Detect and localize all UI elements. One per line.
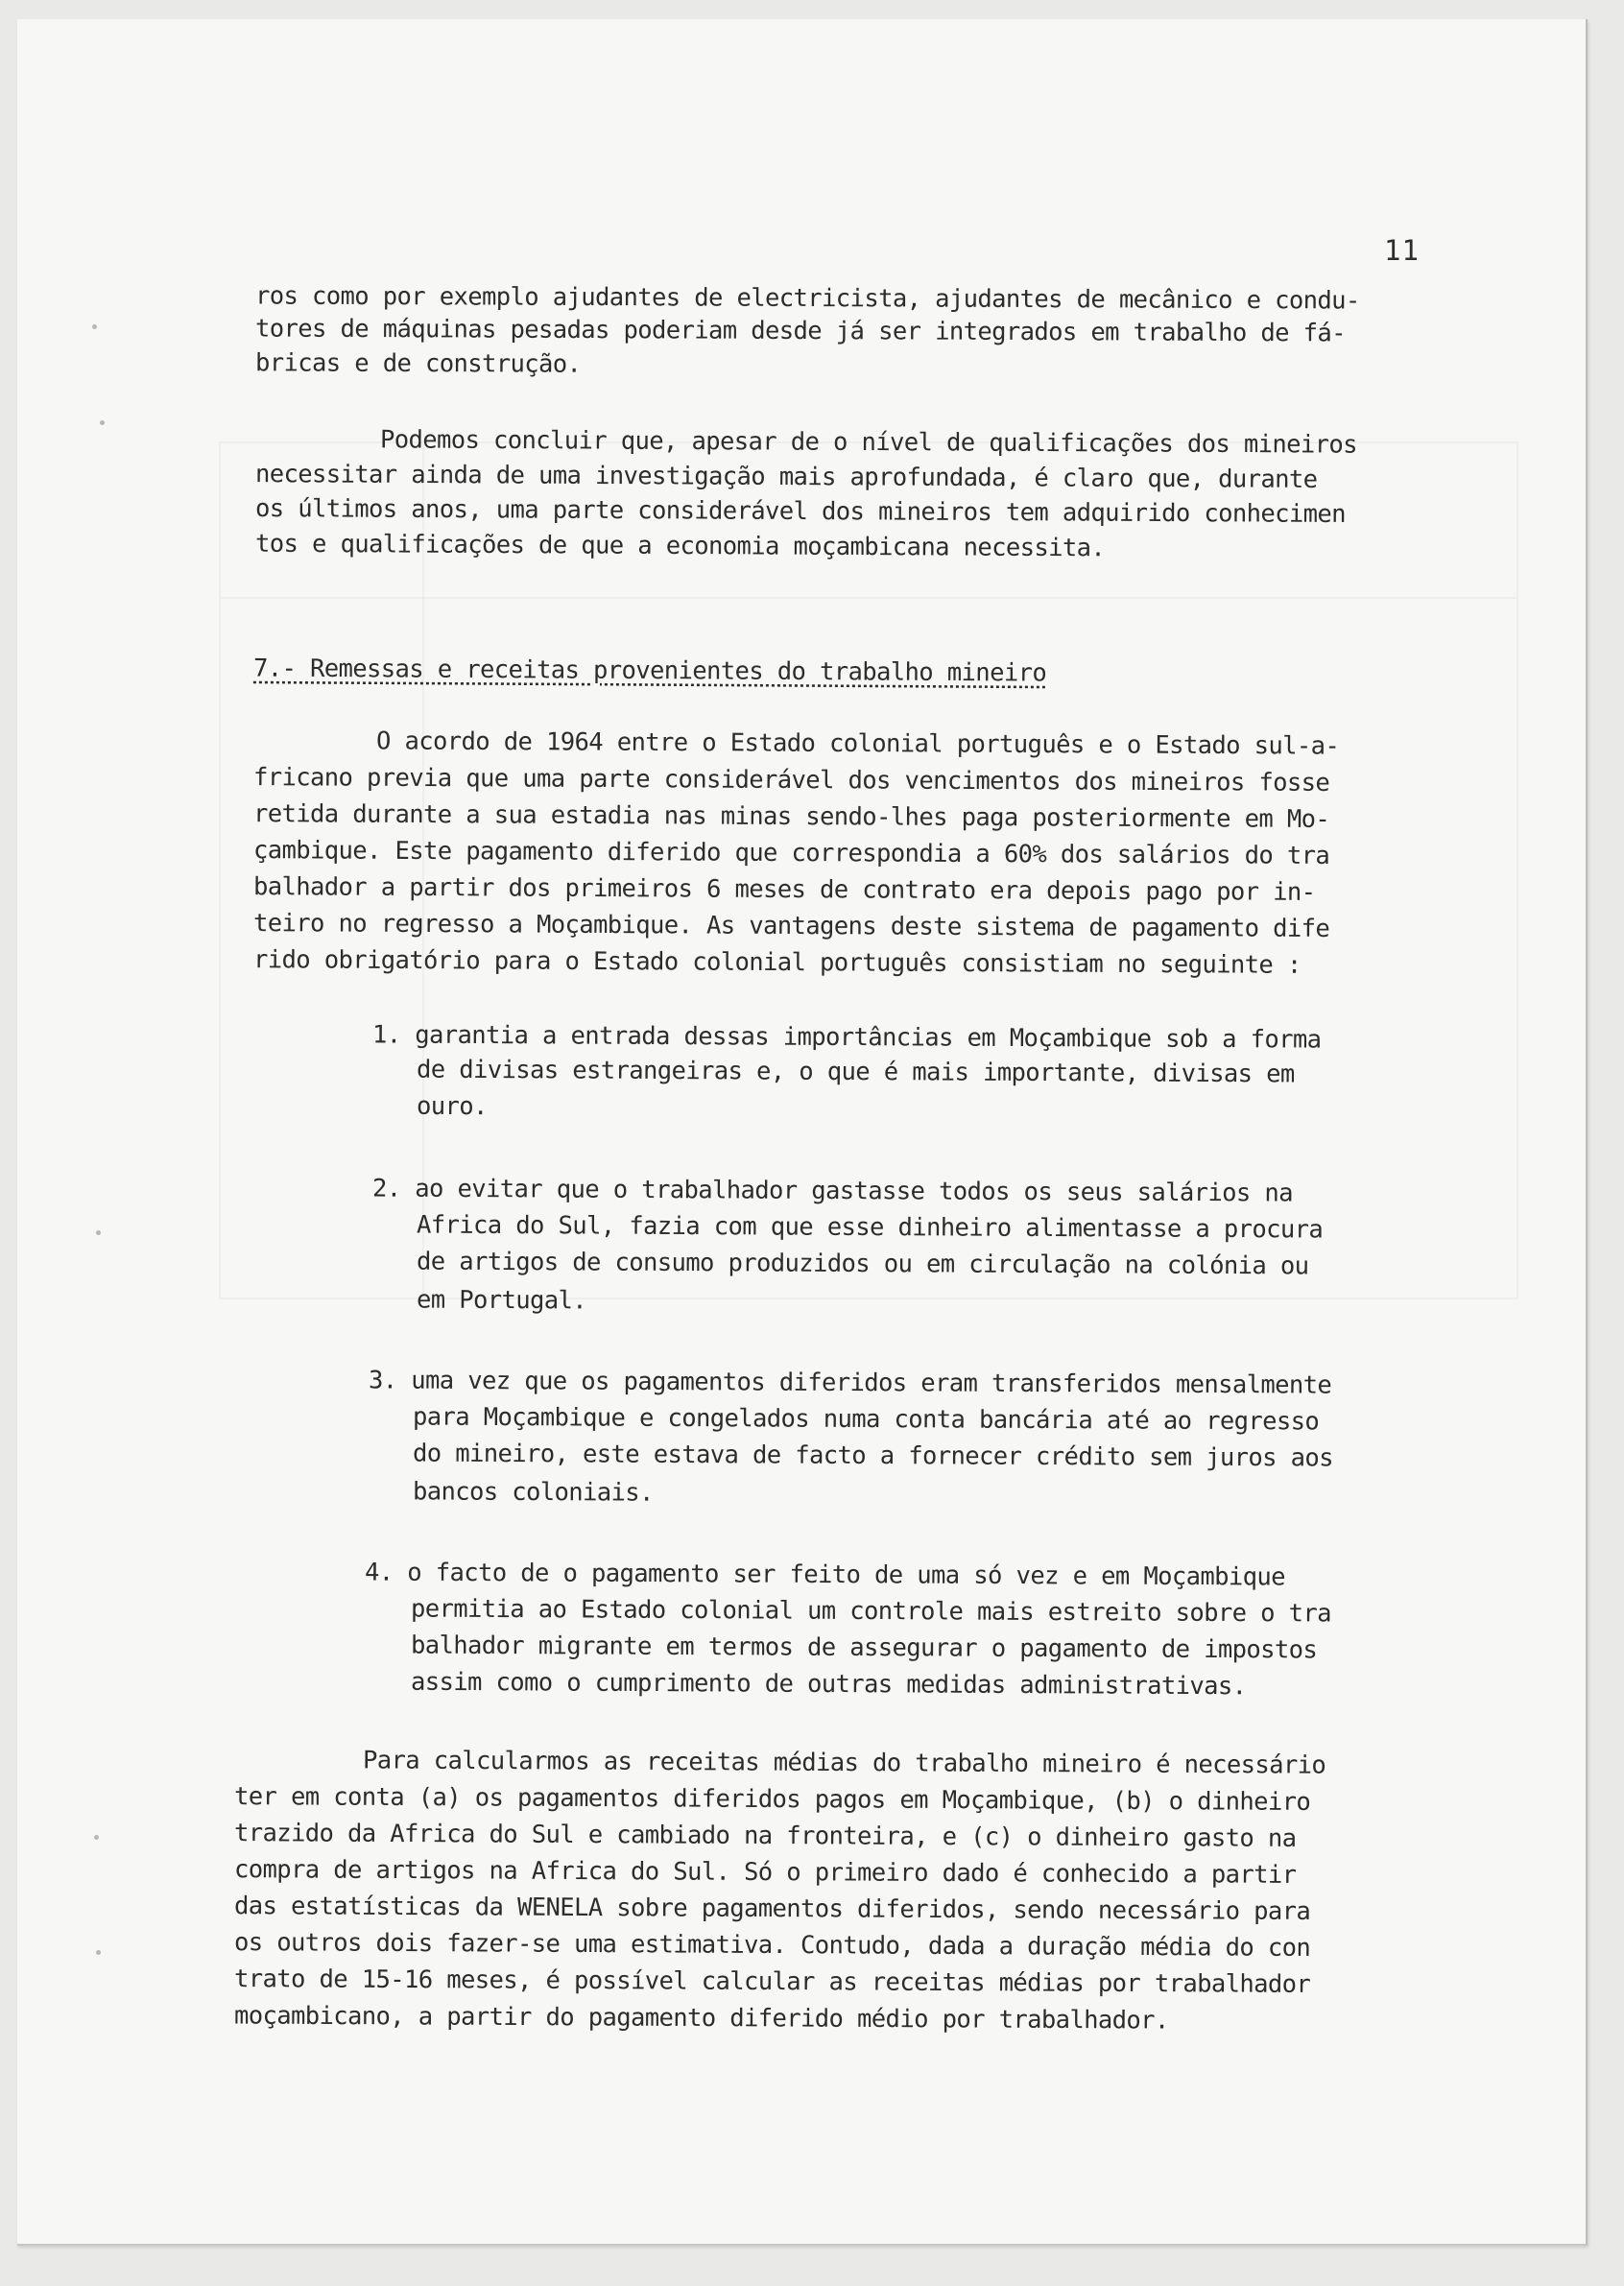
page-number: 11 [1384,234,1420,267]
text-line: das estatísticas da WENELA sobre pagamentos diferidos, sendo necessário para [233,1892,1311,1926]
list-item-3-line: bancos coloniais. [412,1477,654,1508]
text-line: Podemos concluir que, apesar de o nível de qualificações dos mineiros [379,425,1357,460]
list-item-2-line: Africa do Sul, fazia com que esse dinheiro alimentasse a procura [416,1210,1324,1245]
list-item-4-line: permitia ao Estado colonial um controle mais estreito sobre o tra [410,1594,1331,1629]
text-line: çambique. Este pagamento diferido que correspondia a 60% dos salários do tra [252,836,1330,870]
text-line: O acordo de 1964 entre o Estado colonial português e o Estado sul-a- [375,726,1340,761]
text-line: retida durante a sua estadia nas minas sendo-lhes paga posteriormente em Mo- [252,799,1330,834]
text-line: rido obrigatório para o Estado colonial português consistiam no seguinte : [252,945,1302,980]
text-line: Para calcularmos as receitas médias do trabalho mineiro é necessário [362,1746,1326,1780]
text-line: trazido da Africa do Sul e cambiado na fronteira, e (c) o dinheiro gasto na [233,1819,1297,1853]
list-item-3-line: 3. uma vez que os pagamentos diferidos eram transferidos mensalmente [368,1366,1332,1400]
text-line: ros como por exemplo ajudantes de electricista, ajudantes de mecânico e condu- [254,281,1360,316]
text-line: os outros dois fazer-se uma estimativa. Contudo, dada a duração média do con [233,1928,1311,1963]
text-line: tores de máquinas pesadas poderiam desde já ser integrados em trabalho de fá- [254,314,1346,348]
punch-hole-mark [92,324,97,329]
list-item-2-line: de artigos de consumo produzidos ou em circulação na colónia ou [416,1247,1309,1281]
text-line: tos e qualificações de que a economia moçambicana necessita. [254,529,1106,563]
list-item-4-line: 4. o facto de o pagamento ser feito de uma só vez e em Moçambique [364,1558,1285,1592]
text-line: moçambicano, a partir do pagamento diferido médio por trabalhador. [233,2001,1169,2036]
text-line: ter em conta (a) os pagamentos diferidos pagos em Moçambique, (b) o dinheiro [233,1782,1311,1817]
list-item-3-line: do mineiro, este estava de facto a fornecer crédito sem juros aos [412,1439,1333,1473]
list-item-2-line: 2. ao evitar que o trabalhador gastasse todos os seus salários na [371,1174,1293,1208]
list-item-2-line: em Portugal. [416,1285,587,1316]
list-item-3-line: para Moçambique e congelados numa conta bancária até ao regresso [412,1402,1320,1437]
punch-hole-mark [94,1835,99,1840]
list-item-1-line: ouro. [416,1091,488,1122]
text-line: trato de 15-16 meses, é possível calcular as receitas médias por trabalhador [233,1965,1311,1999]
document-page [17,19,1588,2246]
text-line: balhador a partir dos primeiros 6 meses de contrato era depois pago por in- [252,872,1316,907]
punch-hole-mark [100,420,105,425]
list-item-4-line: balhador migrante em termos de assegurar o pagamento de impostos [410,1631,1318,1665]
list-item-1-line: de divisas estrangeiras e, o que é mais importante, divisas em [416,1055,1295,1089]
text-line: bricas e de construção. [254,348,582,379]
list-item-1-line: 1. garantia a entrada dessas importâncias em Moçambique sob a forma [371,1020,1322,1055]
text-line: os últimos anos, uma parte considerável dos mineiros tem adquirido conhecimen [254,494,1347,529]
text-line: fricano previa que uma parte considerável dos vencimentos dos mineiros fosse [252,763,1330,798]
text-line: necessitar ainda de uma investigação mais aprofundada, é claro que, durante [254,460,1318,494]
section-heading: 7.- Remessas e receitas provenientes do trabalho mineiro [252,654,1047,688]
punch-hole-mark [96,1950,101,1955]
list-item-4-line: assim como o cumprimento de outras medidas administrativas. [410,1667,1247,1702]
text-line: compra de artigos na Africa do Sul. Só o primeiro dado é conhecido a partir [233,1855,1297,1890]
punch-hole-mark [96,1230,101,1235]
text-line: teiro no regresso a Moçambique. As vantagens deste sistema de pagamento dife [252,909,1330,943]
